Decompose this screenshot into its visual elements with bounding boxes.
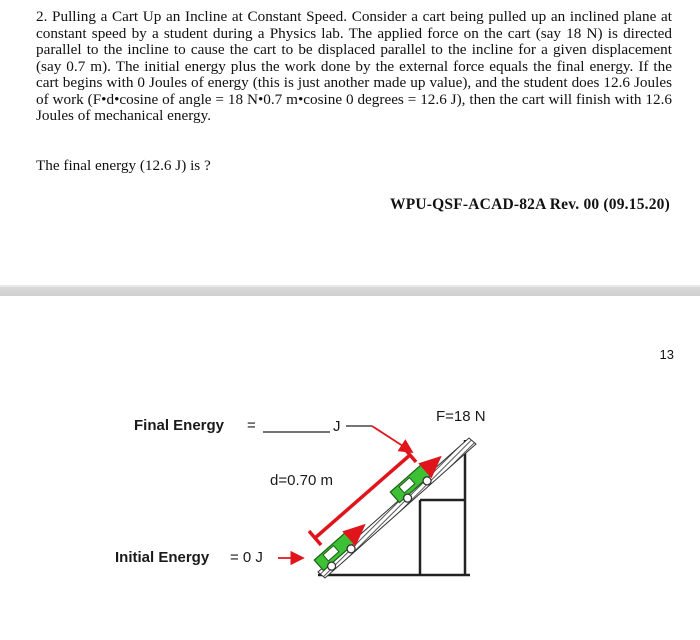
incline-ramp	[318, 438, 476, 578]
initial-energy-value: = 0 J	[230, 549, 263, 566]
document-reference: WPU-QSF-ACAD-82A Rev. 00 (09.15.20)	[390, 196, 670, 213]
initial-energy-label: Initial Energy	[115, 549, 210, 566]
page-number: 13	[659, 347, 674, 362]
incline-diagram	[0, 296, 700, 640]
page-separator	[0, 285, 700, 296]
final-energy-label: Final Energy	[134, 417, 225, 434]
question-text: 2. Pulling a Cart Up an Incline at Constant Speed. Consider a cart being pulled up an inclined plane at constant speed by a student during a Physics lab. The applied force on the cart (say 18 N) is directed parallel to the incline to cause the cart to be displaced parallel to the incline for a given displacement (say 0.7 m). The initial energy plus the work done by the external force equals the final energy. If the cart begins with 0 Joules of energy (this is just another made up value), and the student does 12.6 Joules of work (F•d•cosine of angle = 18 N•0.7 m•cosine 0 degrees = 12.6 J), then the cart will finish with 12.6 Joules of mechanical energy.	[36, 8, 672, 124]
displacement-label: d=0.70 m	[270, 472, 333, 489]
question-prompt: The final energy (12.6 J) is ?	[36, 157, 211, 174]
document-page-top	[0, 0, 700, 285]
force-label: F=18 N	[436, 408, 486, 425]
cart-initial	[314, 520, 372, 575]
final-energy-equals: =	[247, 417, 256, 434]
final-energy-unit: J	[333, 418, 341, 435]
